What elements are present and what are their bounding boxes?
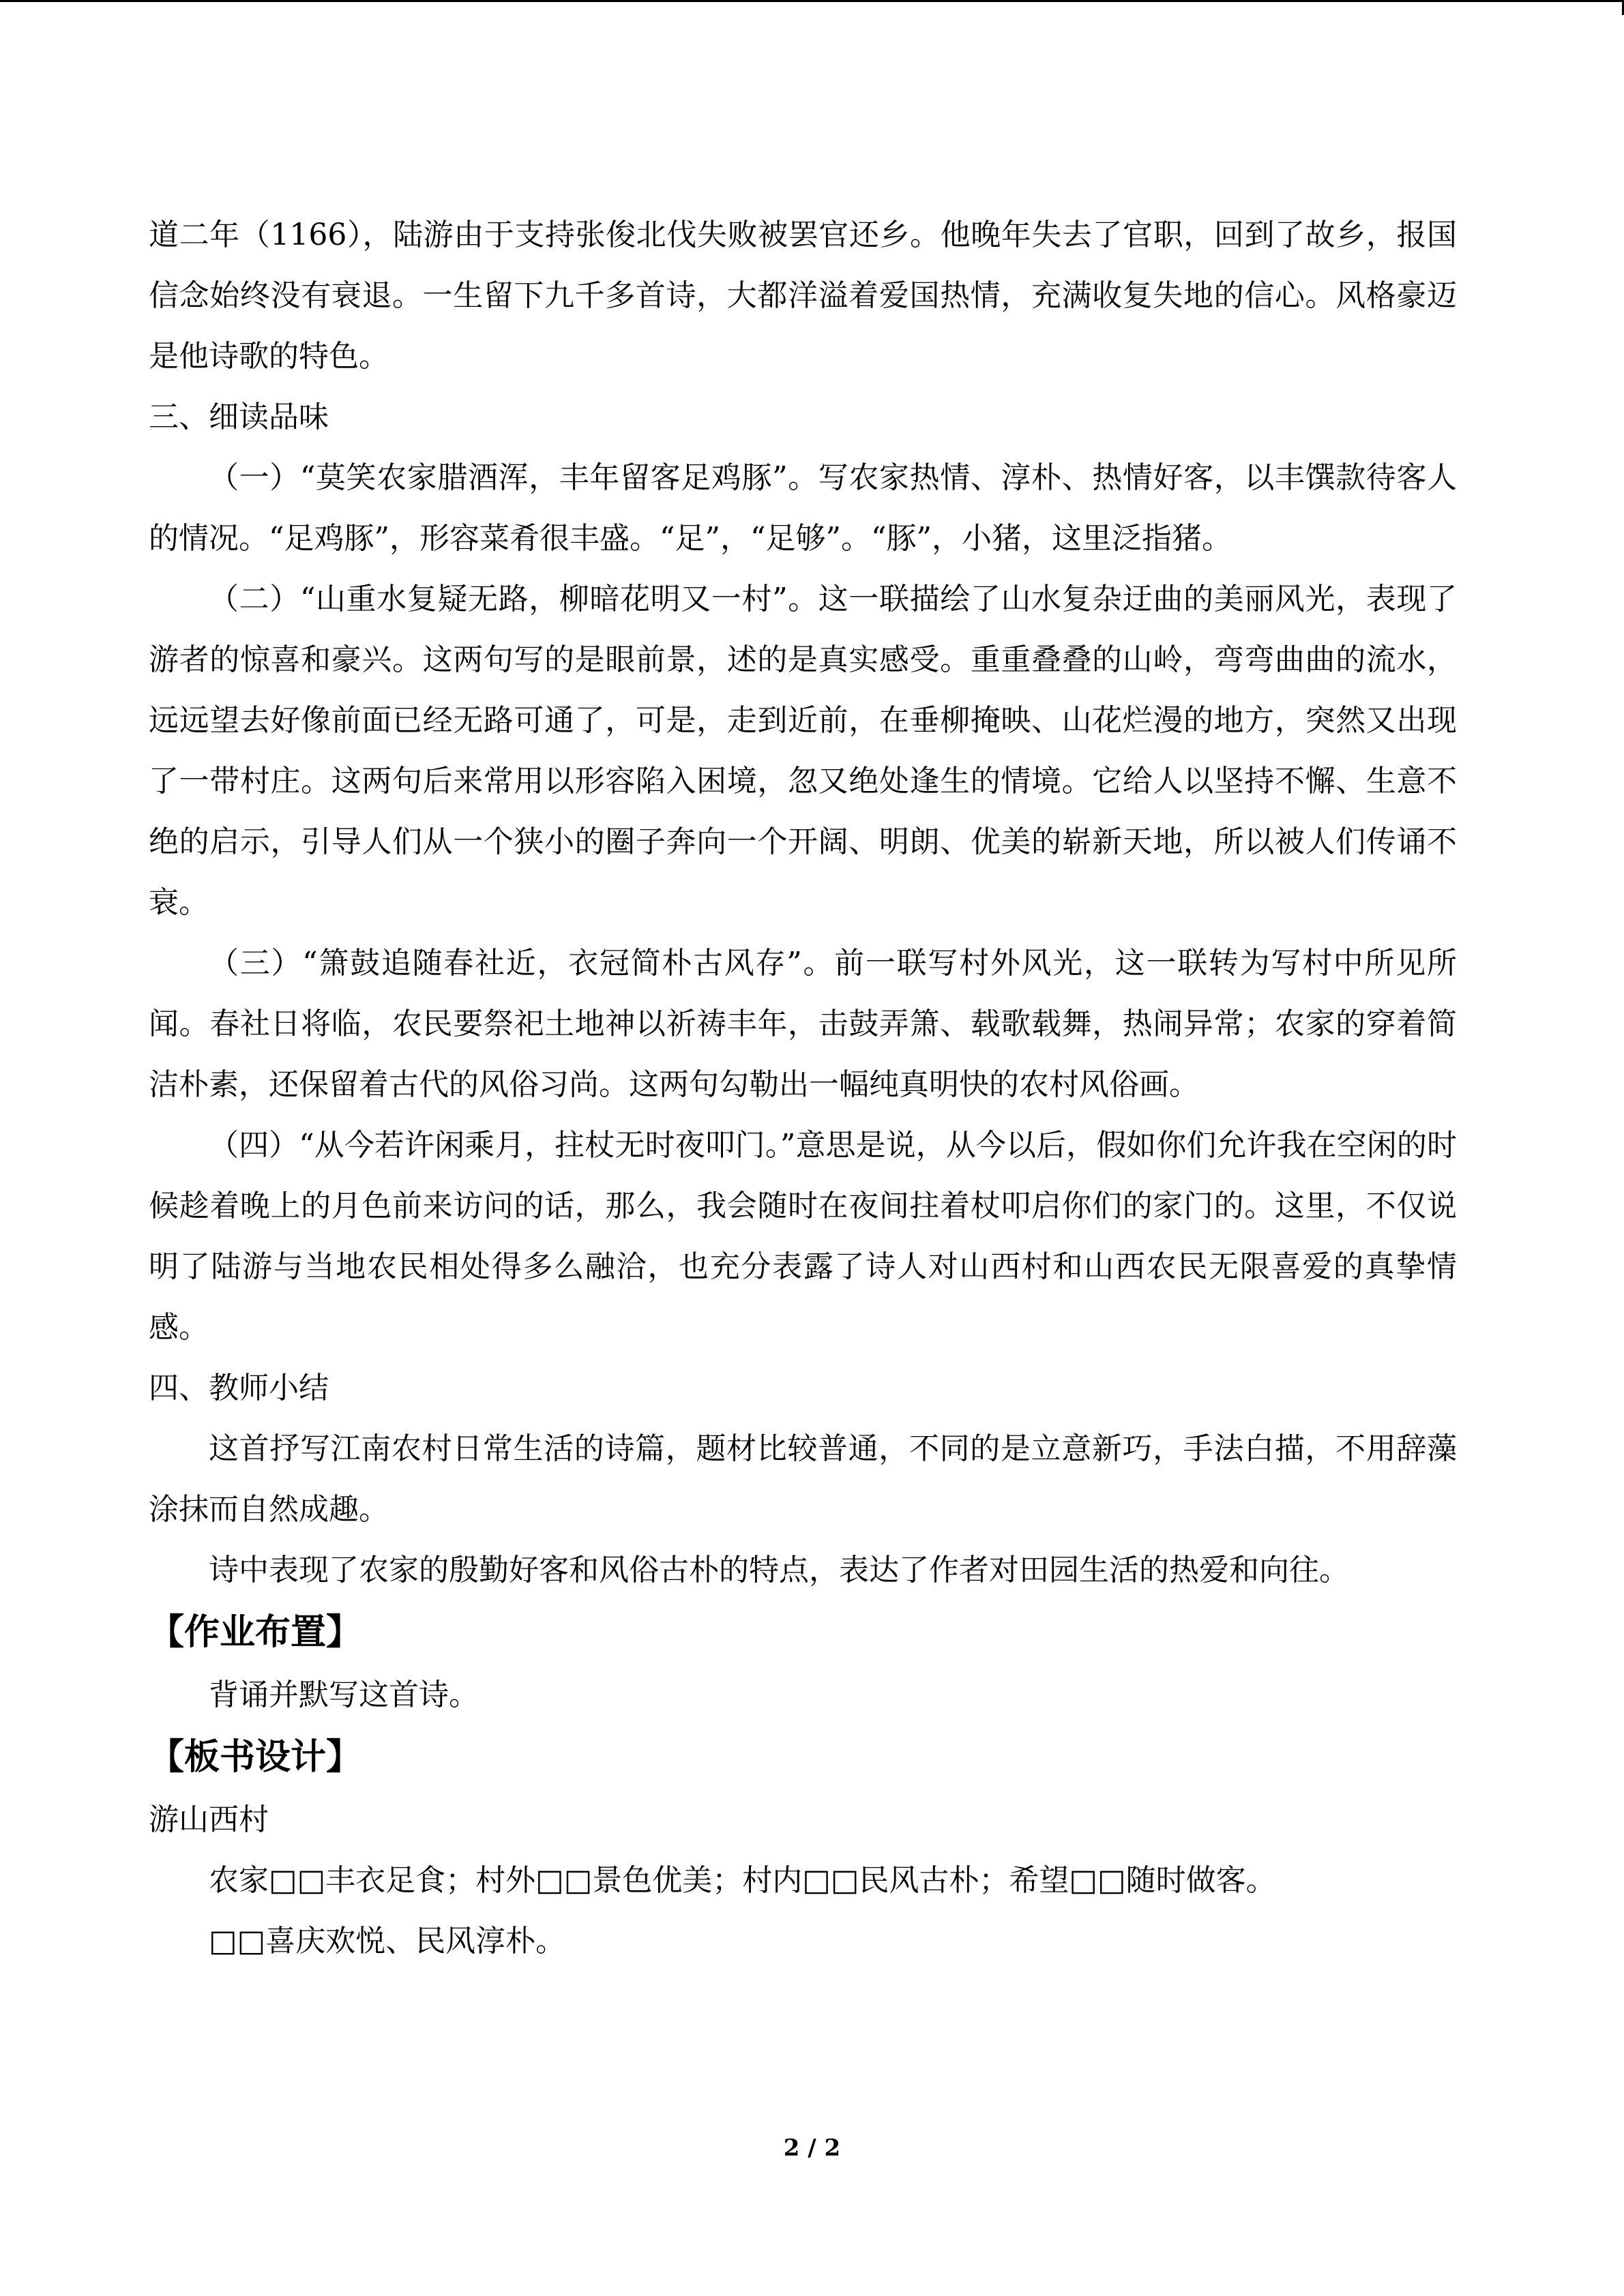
section-3-heading: 三、细读品味	[149, 400, 329, 434]
section-3-paragraph-2: （二）“山重水复疑无路，柳暗花明又一村”。这一联描绘了山水复杂迂曲的美丽风光，表现了游者的惊喜和豪兴。这两句写的是眼前景，述的是真实感受。重重叠叠的山岭，弯弯曲曲的流水，远远望去好像前面已经无路可通了，可是，走到近前，在垂柳掩映、山花烂漫的地方，突然又出现了一带村庄。这两句后来常用以形容陷入困境，忽又绝处逢生的情境。它给人以坚持不懈、生意不绝的启示，引导人们从一个狭小的圈子奔向一个开阔、明朗、优美的崭新天地，所以被人们传诵不衰。	[149, 582, 1457, 920]
section-3-paragraph-1: （一）“莫笑农家腊酒浑，丰年留客足鸡豚”。写农家热情、淳朴、热情好客，以丰馔款待客人的情况。“足鸡豚”，形容菜肴很丰盛。“足”，“足够”。“豚”，小猪，这里泛指猪。	[149, 460, 1457, 556]
section-4-paragraph-2: 诗中表现了农家的殷勤好客和风俗古朴的特点，表达了作者对田园生活的热爱和向往。	[209, 1553, 1349, 1587]
top-border-line	[0, 0, 1624, 2]
board-line-1: 农家□□丰衣足食；村外□□景色优美；村内□□民风古朴；希望□□随时做客。	[209, 1863, 1276, 1898]
page-number: 2 / 2	[783, 2134, 841, 2162]
section-4-heading: 四、教师小结	[149, 1371, 329, 1405]
section-3-paragraph-3: （三）“箫鼓追随春社近，衣冠简朴古风存”。前一联写村外风光，这一联转为写村中所见所闻。春社日将临，农民要祭祀土地神以祈祷丰年，击鼓弄箫、载歌载舞，热闹异常；农家的穿着简洁朴素，还保留着古代的风俗习尚。这两句勾勒出一幅纯真明快的农村风俗画。	[149, 946, 1457, 1102]
document-body	[149, 205, 1457, 1971]
board-line-2: □□喜庆欢悦、民风淳朴。	[209, 1924, 566, 1958]
homework-heading: 【作业布置】	[149, 1612, 362, 1653]
homework-text: 背诵并默写这首诗。	[209, 1678, 479, 1712]
board-title: 游山西村	[149, 1802, 269, 1837]
section-4-paragraph-1: 这首抒写江南农村日常生活的诗篇，题材比较普通，不同的是立意新巧，手法白描，不用辞藻涂抹而自然成趣。	[149, 1431, 1457, 1527]
board-design-heading: 【板书设计】	[149, 1737, 362, 1778]
intro-paragraph: 道二年（1166），陆游由于支持张俊北伐失败被罢官还乡。他晚年失去了官职，回到了故乡，报国信念始终没有衰退。一生留下九千多首诗，大都洋溢着爱国热情，充满收复失地的信心。风格豪迈是他诗歌的特色。	[149, 218, 1457, 374]
section-3-paragraph-4: （四）“从今若许闲乘月，拄杖无时夜叩门。”意思是说，从今以后，假如你们允许我在空闲的时候趁着晚上的月色前来访问的话，那么，我会随时在夜间拄着杖叩启你们的家门的。这里，不仅说明了陆游与当地农民相处得多么融洽，也充分表露了诗人对山西村和山西农民无限喜爱的真挚情感。	[149, 1128, 1457, 1345]
